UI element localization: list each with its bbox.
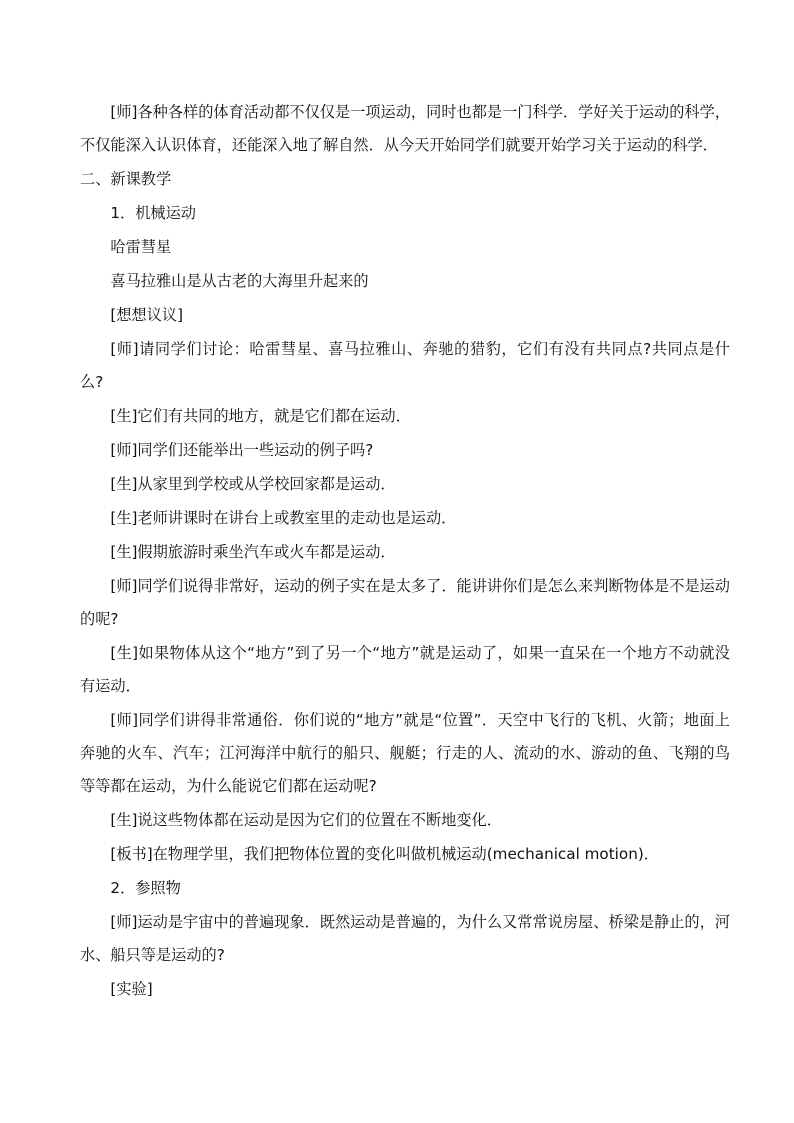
paragraph-intro: [师]各种各样的体育活动都不仅仅是一项运动，同时也都是一门科学．学好关于运动的科学，不仅能深入认识体育，还能深入地了解自然．从今天开始同学们就要开始学习关于运动的科学． xyxy=(80,103,730,154)
paragraph-teacher-question-1: [师]请同学们讨论：哈雷彗星、喜马拉雅山、奔驰的猎豹，它们有没有共同点?共同点是什么? xyxy=(80,340,730,391)
paragraph-student-answer-3: [生]老师讲课时在讲台上或教室里的走动也是运动． xyxy=(110,509,457,527)
paragraph-teacher-question-4: [师]运动是宇宙中的普遍现象．既然运动是普遍的，为什么又常常说房屋、桥梁是静止的，河水、船只等是运动的? xyxy=(80,913,730,964)
paragraph-student-answer-2: [生]从家里到学校或从学校回家都是运动． xyxy=(110,475,396,493)
paragraph-himalaya: 喜马拉雅山是从古老的大海里升起来的 xyxy=(110,272,369,290)
paragraph-student-answer-1: [生]它们有共同的地方，就是它们都在运动． xyxy=(110,407,411,425)
subheading-reference-object: 2．参照物 xyxy=(110,879,181,897)
paragraph-teacher-question-2: [师]同学们还能举出一些运动的例子吗? xyxy=(110,441,374,459)
paragraph-think-discuss: [想想议议] xyxy=(110,306,183,324)
paragraph-student-answer-6: [生]说这些物体都在运动是因为它们的位置在不断地变化． xyxy=(110,811,502,829)
document-body xyxy=(80,96,730,1007)
section-heading-new-lesson: 二、新课教学 xyxy=(80,170,172,188)
paragraph-experiment: [实验] xyxy=(110,980,153,998)
subheading-mechanical-motion: 1．机械运动 xyxy=(110,204,196,222)
paragraph-blackboard-definition: [板书]在物理学里，我们把物体位置的变化叫做机械运动(mechanical motion)． xyxy=(110,845,659,863)
paragraph-teacher-question-3: [师]同学们说得非常好，运动的例子实在是太多了．能讲讲你们是怎么来判断物体是不是运动的呢? xyxy=(80,577,730,628)
paragraph-student-answer-4: [生]假期旅游时乘坐汽车或火车都是运动． xyxy=(110,543,396,561)
paragraph-teacher-explanation: [师]同学们讲得非常通俗．你们说的“地方”就是“位置”．天空中飞行的飞机、火箭；地面上奔驰的火车、汽车；江河海洋中航行的船只、舰艇；行走的人、流动的水、游动的鱼、飞翔的鸟等等都在运动，为什么能说它们都在运动呢? xyxy=(80,711,730,795)
paragraph-student-answer-5: [生]如果物体从这个“地方”到了另一个“地方”就是运动了，如果一直呆在一个地方不动就没有运动． xyxy=(80,644,730,695)
paragraph-halley-comet: 哈雷彗星 xyxy=(110,238,172,256)
